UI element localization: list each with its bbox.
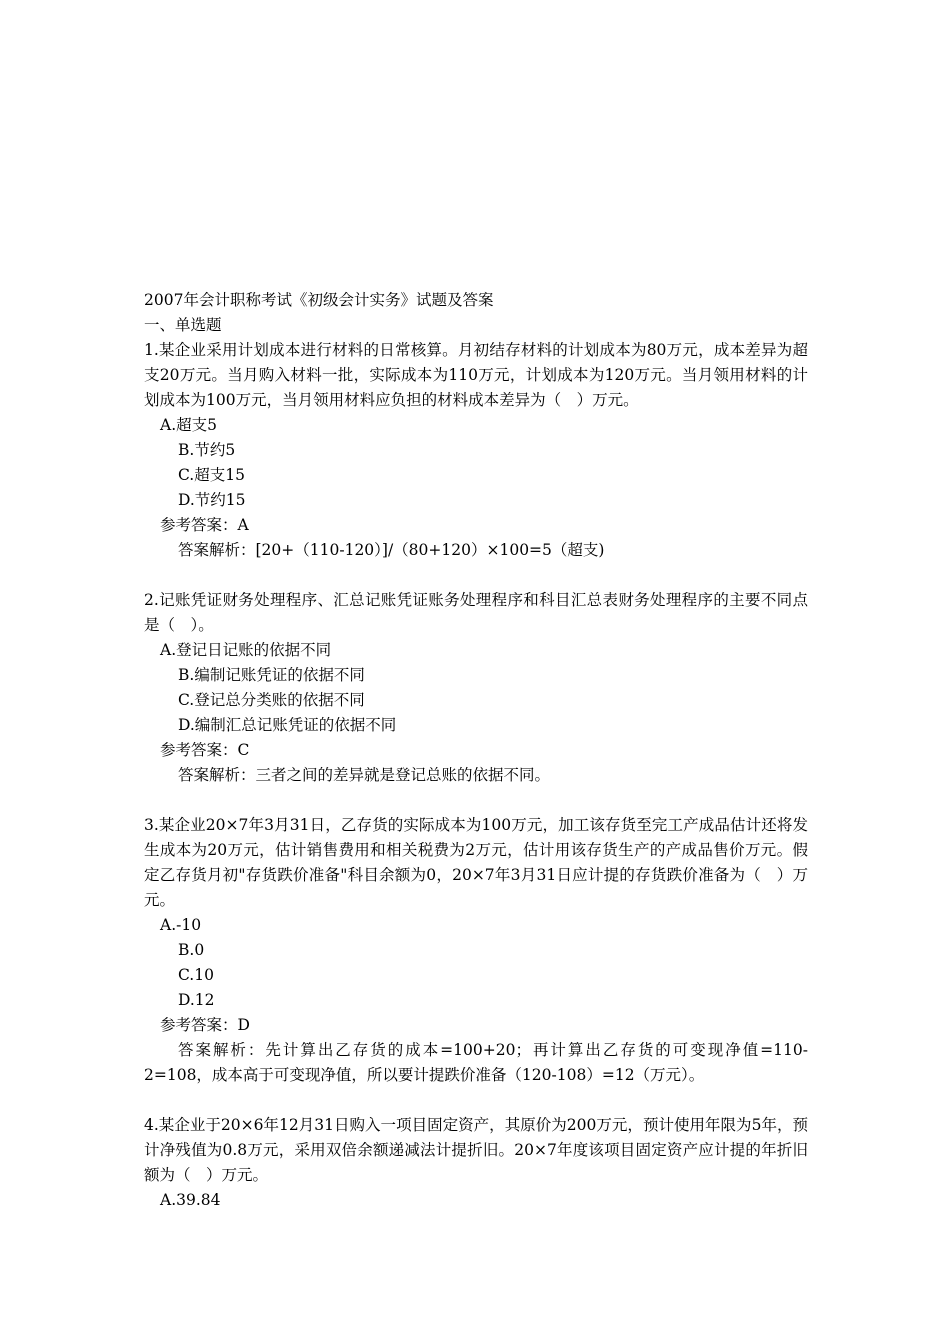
document-title: 2007年会计职称考试《初级会计实务》试题及答案 [144,291,494,309]
option-a: A.登记日记账的依据不同 [160,641,332,659]
option-c: C.超支15 [178,466,245,484]
reference-answer: 参考答案：A [160,516,249,534]
option-a: A.-10 [160,916,202,934]
answer-explanation: 答案解析：[20+（110-120）]/（80+120）×100=5（超支) [178,541,605,559]
question-text: 3.某企业20×7年3月31日，乙存货的实际成本为100万元，加工该存货至完工产成品估计还将发生成本为20万元，估计销售费用和相关税费为2万元，估计用该存货生产的产成品售价万元。假定乙存货月初"存货跌价准备"科目余额为0，20×7年3月31日应计提的存货跌价准备为（ ）万元。 [144,816,808,909]
question-text: 2.记账凭证财务处理程序、汇总记账凭证账务处理程序和科目汇总表财务处理程序的主要不同点是（ ）。 [144,591,808,634]
question-text: 1.某企业采用计划成本进行材料的日常核算。月初结存材料的计划成本为80万元，成本差异为超支20万元。当月购入材料一批，实际成本为110万元，计划成本为120万元。当月领用材料的计划成本为100万元，当月领用材料应负担的材料成本差异为（ ）万元。 [144,341,808,409]
section-heading: 一、单选题 [144,316,222,334]
option-b: B.节约5 [178,441,236,459]
option-a: A.超支5 [160,416,217,434]
option-d: D.节约15 [178,491,246,509]
document-page [144,288,808,1213]
option-d: D.12 [178,991,215,1009]
reference-answer: 参考答案：D [160,1016,250,1034]
option-a: A.39.84 [160,1191,221,1209]
question-3 [144,813,808,1088]
answer-explanation: 答案解析：先计算出乙存货的成本=100+20；再计算出乙存货的可变现净值=110-2=108，成本高于可变现净值，所以要计提跌价准备（120-108）=12（万元）。 [144,1041,808,1084]
question-2 [144,588,808,788]
question-4 [144,1113,808,1213]
option-c: C.登记总分类账的依据不同 [178,691,365,709]
question-1 [144,338,808,563]
reference-answer: 参考答案：C [160,741,250,759]
option-b: B.0 [178,941,205,959]
option-d: D.编制汇总记账凭证的依据不同 [178,716,397,734]
answer-explanation: 答案解析：三者之间的差异就是登记总账的依据不同。 [178,766,551,784]
option-b: B.编制记账凭证的依据不同 [178,666,365,684]
option-c: C.10 [178,966,214,984]
question-text: 4.某企业于20×6年12月31日购入一项目固定资产，其原价为200万元，预计使用年限为5年，预计净残值为0.8万元，采用双倍余额递减法计提折旧。20×7年度该项目固定资产应计提的年折旧额为（ ）万元。 [144,1116,808,1184]
